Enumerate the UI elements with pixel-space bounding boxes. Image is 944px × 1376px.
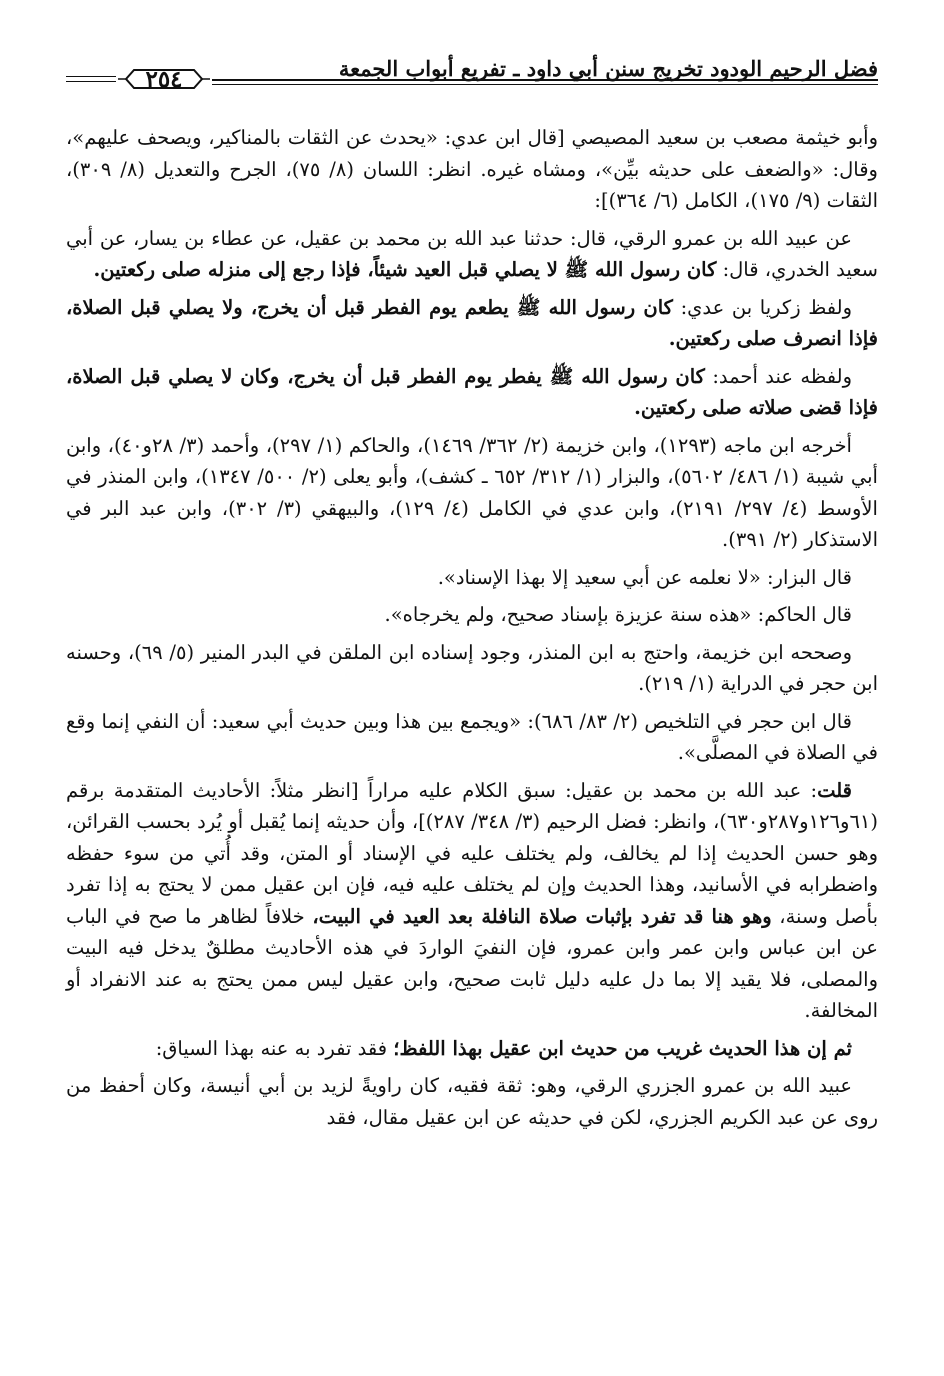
- running-header: [66, 52, 878, 100]
- text-run: ولفظ زكريا بن عدي:: [672, 295, 852, 319]
- text-run: قال ابن حجر في التلخيص (٢/ ٨٣/ ٦٨٦): «ويجمع بين هذا وبين حديث أبي سعيد: أن النفي إنما وقع في الصلاة في المصلَّى».: [66, 709, 878, 764]
- paragraph: [66, 292, 878, 355]
- bold-text: كان رسول الله ﷺ يطعم يوم الفطر قبل أن يخرج، ولا يصلي قبل الصلاة، فإذا انصرف صلى ركعتين.: [66, 295, 878, 350]
- bold-text: ثم إن هذا الحديث غريب من حديث ابن عقيل بهذا اللفظ؛: [393, 1036, 852, 1060]
- paragraph: [66, 223, 878, 286]
- page-number: ٢٥٤: [145, 65, 183, 93]
- bold-text: وهو هنا قد تفرد بإثبات صلاة النافلة بعد العيد في البيت،: [312, 904, 772, 928]
- paragraph: [66, 775, 878, 1027]
- bold-text: كان رسول الله ﷺ لا يصلي قبل العيد شيئاً، فإذا رجع إلى منزله صلى ركعتين.: [93, 258, 717, 281]
- text-run: وصححه ابن خزيمة، واحتج به ابن المنذر، وجود إسناده ابن الملقن في البدر المنير (٥/ ٦٩)، وحسنه ابن حجر في الدراية (١/ ٢١٩).: [66, 640, 878, 695]
- bold-text: كان رسول الله ﷺ يفطر يوم الفطر قبل أن يخرج، وكان لا يصلي قبل الصلاة، فإذا قضى صلاته صلى ركعتين.: [66, 364, 878, 419]
- bold-text: قلت: [817, 778, 852, 802]
- text-run: قال البزار: «لا نعلمه عن أبي سعيد إلا بهذا الإسناد».: [437, 565, 852, 589]
- text-run: عبيد الله بن عمرو الجزري الرقي، وهو: ثقة فقيه، كان راويةً لزيد بن أبي أنيسة، وكان أحفظ من روى عن عبد الكريم الجزري، لكن في حديثه عن ابن عقيل مقال، فقد: [66, 1074, 878, 1129]
- paragraph: [66, 430, 878, 556]
- document-body: [66, 122, 878, 1139]
- paragraph: [66, 706, 878, 769]
- paragraph: [66, 562, 878, 594]
- paragraph: [66, 1033, 878, 1065]
- text-run: قال الحاكم: «هذه سنة عزيزة بإسناد صحيح، ولم يخرجاه».: [384, 603, 852, 626]
- text-run: عن عبيد الله بن عمرو الرقي، قال: حدثنا عبد الله بن محمد بن عقيل، عن عطاء بن يسار، عن أبي سعيد الخدري، قال:: [66, 226, 878, 281]
- paragraph: [66, 361, 878, 424]
- paragraph: [66, 1070, 878, 1133]
- page-number-badge: [116, 64, 212, 94]
- text-run: ولفظه عند أحمد:: [704, 364, 852, 388]
- header-rule-left: [66, 76, 116, 82]
- text-run: : عبد الله بن محمد بن عقيل: سبق الكلام عليه مراراً [انظر مثلاً: الأحاديث المتقدمة برقم (٦١و١٢٦و٢٨٧و٦٣٠)، وانظر: فضل الرحيم (٣/ ٣٤٨/ ٢٨٧)]، وأن حديثه إنما يُقبل أو يُرد بحسب القرائن، وهو حسن الحديث إذا لم يخالف، ولم يختلف عليه في الإسناد أو المتن، وقد أُتي من سوء حفظه واضطرابه في الأسانيد، وهذا الحديث وإن لم يختلف عليه فيه، فإن ابن عقيل ممن لا يحتج به إذا تفرد بأصل وسنة،: [66, 778, 879, 928]
- paragraph: [66, 599, 878, 631]
- header-title: فضل الرحيم الودود تخريج سنن أبي داود ـ تفريع أبواب الجمعة: [338, 56, 878, 81]
- paragraph: [66, 122, 878, 217]
- text-run: خلافاً لظاهر ما صح في الباب عن ابن عباس وابن عمر وابن عمرو، فإن النفيَ الواردَ في هذه الأحاديث مطلقٌ يدخل فيه البيت والمصلى، فلا يقيد إلا بما دل عليه دليل ثابت صحيح، وابن عقيل ليس ممن يحتج به عند الانفراد أو المخالفة.: [66, 904, 878, 1022]
- text-run: وأبو خيثمة مصعب بن سعيد المصيصي [قال ابن عدي: «يحدث عن الثقات بالمناكير، ويصحف عليهم»، وقال: «والضعف على حديثه بيِّن»، ومشاه غيره. انظر: اللسان (٨/ ٧٥)، الجرح والتعديل (٨/ ٣٠٩)، الثقات (٩/ ١٧٥)، الكامل (٦/ ٣٦٤)]:: [66, 126, 878, 212]
- text-run: فقد تفرد به عنه بهذا السياق:: [155, 1036, 394, 1060]
- text-run: أخرجه ابن ماجه (١٢٩٣)، وابن خزيمة (٢/ ٣٦٢/ ١٤٦٩)، والحاكم (١/ ٢٩٧)، وأحمد (٣/ ٢٨و٤٠)، وابن أبي شيبة (١/ ٤٨٦/ ٥٦٠٢)، والبزار (١/ ٣١٢/ ٦٥٢ ـ كشف)، وأبو يعلى (٢/ ٥٠٠/ ١٣٤٧)، وابن المنذر في الأوسط (٤/ ٢٩٧/ ٢١٩١)، وابن عدي في الكامل (٤/ ١٢٩)، والبيهقي (٣/ ٣٠٢)، وابن عبد البر في الاستذكار (٢/ ٣٩١).: [66, 433, 878, 551]
- paragraph: [66, 637, 878, 700]
